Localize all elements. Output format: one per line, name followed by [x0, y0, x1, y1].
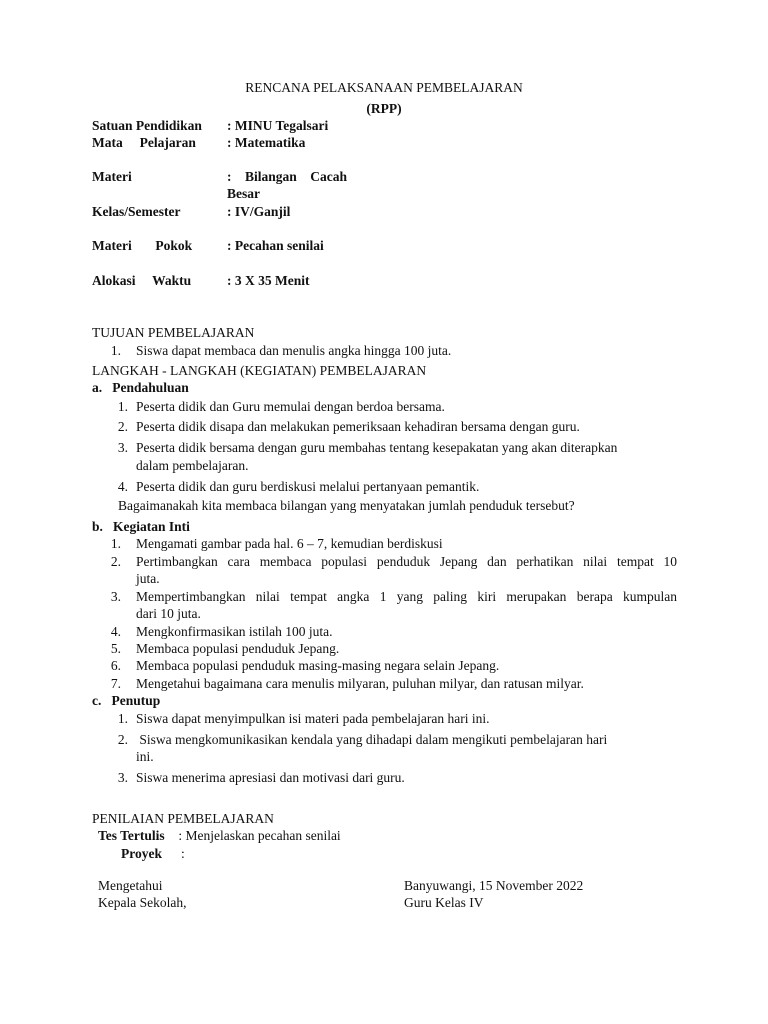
penutup-heading: c. Penutup — [92, 693, 161, 708]
pendahuluan-item-2: Peserta didik disapa dan melakukan pemeriksaan kehadiran bersama dengan guru. — [136, 419, 580, 434]
penutup-item-2-line2: ini. — [136, 749, 154, 764]
signature-left-line2: Kepala Sekolah, — [98, 895, 187, 910]
inti-number-1: 1. — [110, 536, 121, 551]
penutup-item-1: Siswa dapat menyimpulkan isi materi pada pembelajaran hari ini. — [136, 711, 490, 726]
penutup-number-1: 1. — [117, 711, 128, 726]
pendahuluan-number-4: 4. — [117, 479, 128, 494]
identity-label-materi: Materi — [92, 169, 132, 184]
tujuan-item: Siswa dapat membaca dan menulis angka hingga 100 juta. — [136, 343, 452, 358]
inti-item-2-line2: juta. — [136, 571, 160, 586]
identity-value-materi-line2: Besar — [227, 186, 260, 201]
identity-value-mapel: : Matematika — [227, 135, 306, 150]
penutup-number-3: 3. — [117, 770, 128, 785]
inti-heading: b. Kegiatan Inti — [92, 519, 190, 534]
pendahuluan-item-4: Peserta didik dan guru berdiskusi melalui pertanyaan pemantik. — [136, 479, 480, 494]
identity-label-kelas: Kelas/Semester — [92, 204, 181, 219]
penutup-number-2: 2. — [117, 732, 128, 747]
pemantik-question: Bagaimanakah kita membaca bilangan yang menyatakan jumlah penduduk tersebut? — [118, 498, 575, 513]
signature-left-line1: Mengetahui — [98, 878, 163, 893]
inti-item-6: Membaca populasi penduduk masing-masing negara selain Jepang. — [136, 658, 500, 673]
identity-value-pokok: : Pecahan senilai — [227, 238, 324, 253]
identity-value-materi: : Bilangan Cacah — [227, 169, 348, 184]
pendahuluan-item-1: Peserta didik dan Guru memulai dengan berdoa bersama. — [136, 399, 445, 414]
identity-label-mapel: Mata Pelajaran — [92, 135, 196, 150]
identity-label-pokok: Materi Pokok — [92, 238, 193, 253]
identity-value-alokasi: : 3 X 35 Menit — [227, 273, 310, 288]
proyek-label: Proyek — [121, 846, 162, 861]
inti-item-2: Pertimbangkan cara membaca populasi penduduk Jepang dan perhatikan nilai tempat 10 — [136, 554, 677, 569]
penutup-item-2: Siswa mengkomunikasikan kendala yang dihadapi dalam mengikuti pembelajaran hari — [136, 732, 608, 747]
signature-right-line2: Guru Kelas IV — [404, 895, 484, 910]
inti-item-3-line2: dari 10 juta. — [136, 606, 201, 621]
langkah-heading: LANGKAH - LANGKAH (KEGIATAN) PEMBELAJARAN — [92, 363, 427, 378]
penutup-item-3: Siswa menerima apresiasi dan motivasi dari guru. — [136, 770, 405, 785]
inti-number-5: 5. — [110, 641, 121, 656]
identity-label-satuan: Satuan Pendidikan — [92, 118, 202, 133]
pendahuluan-heading: a. Pendahuluan — [92, 380, 189, 395]
inti-number-3: 3. — [110, 589, 121, 604]
pendahuluan-number-1: 1. — [117, 399, 128, 414]
document-subtitle: (RPP) — [366, 101, 402, 116]
inti-item-1: Mengamati gambar pada hal. 6 – 7, kemudian berdiskusi — [136, 536, 443, 551]
identity-value-satuan: : MINU Tegalsari — [227, 118, 329, 133]
signature-right-line1: Banyuwangi, 15 November 2022 — [404, 878, 584, 893]
document-title: RENCANA PELAKSANAAN PEMBELAJARAN — [245, 80, 523, 95]
pendahuluan-item-3: Peserta didik bersama dengan guru membahas tentang kesepakatan yang akan diterapkan — [136, 440, 618, 455]
pendahuluan-item-3-line2: dalam pembelajaran. — [136, 458, 249, 473]
inti-item-4: Mengkonfirmasikan istilah 100 juta. — [136, 624, 333, 639]
inti-item-3: Mempertimbangkan nilai tempat angka 1 yang paling kiri merupakan berapa kumpulan — [136, 589, 677, 604]
tujuan-heading: TUJUAN PEMBELAJARAN — [92, 325, 255, 340]
tes-tertulis-value: : Menjelaskan pecahan senilai — [175, 828, 341, 843]
pendahuluan-number-3: 3. — [117, 440, 128, 455]
identity-label-alokasi: Alokasi Waktu — [92, 273, 192, 288]
identity-value-kelas: : IV/Ganjil — [227, 204, 291, 219]
proyek-value: : — [181, 846, 185, 861]
penilaian-heading: PENILAIAN PEMBELAJARAN — [92, 811, 274, 826]
tujuan-item-number: 1. — [110, 343, 121, 358]
inti-item-5: Membaca populasi penduduk Jepang. — [136, 641, 340, 656]
inti-number-2: 2. — [110, 554, 121, 569]
inti-number-6: 6. — [110, 658, 121, 673]
pendahuluan-number-2: 2. — [117, 419, 128, 434]
tes-tertulis-label: Tes Tertulis — [98, 828, 165, 843]
inti-number-7: 7. — [110, 676, 121, 691]
inti-number-4: 4. — [110, 624, 121, 639]
inti-item-7: Mengetahui bagaimana cara menulis milyaran, puluhan milyar, dan ratusan milyar. — [136, 676, 584, 691]
